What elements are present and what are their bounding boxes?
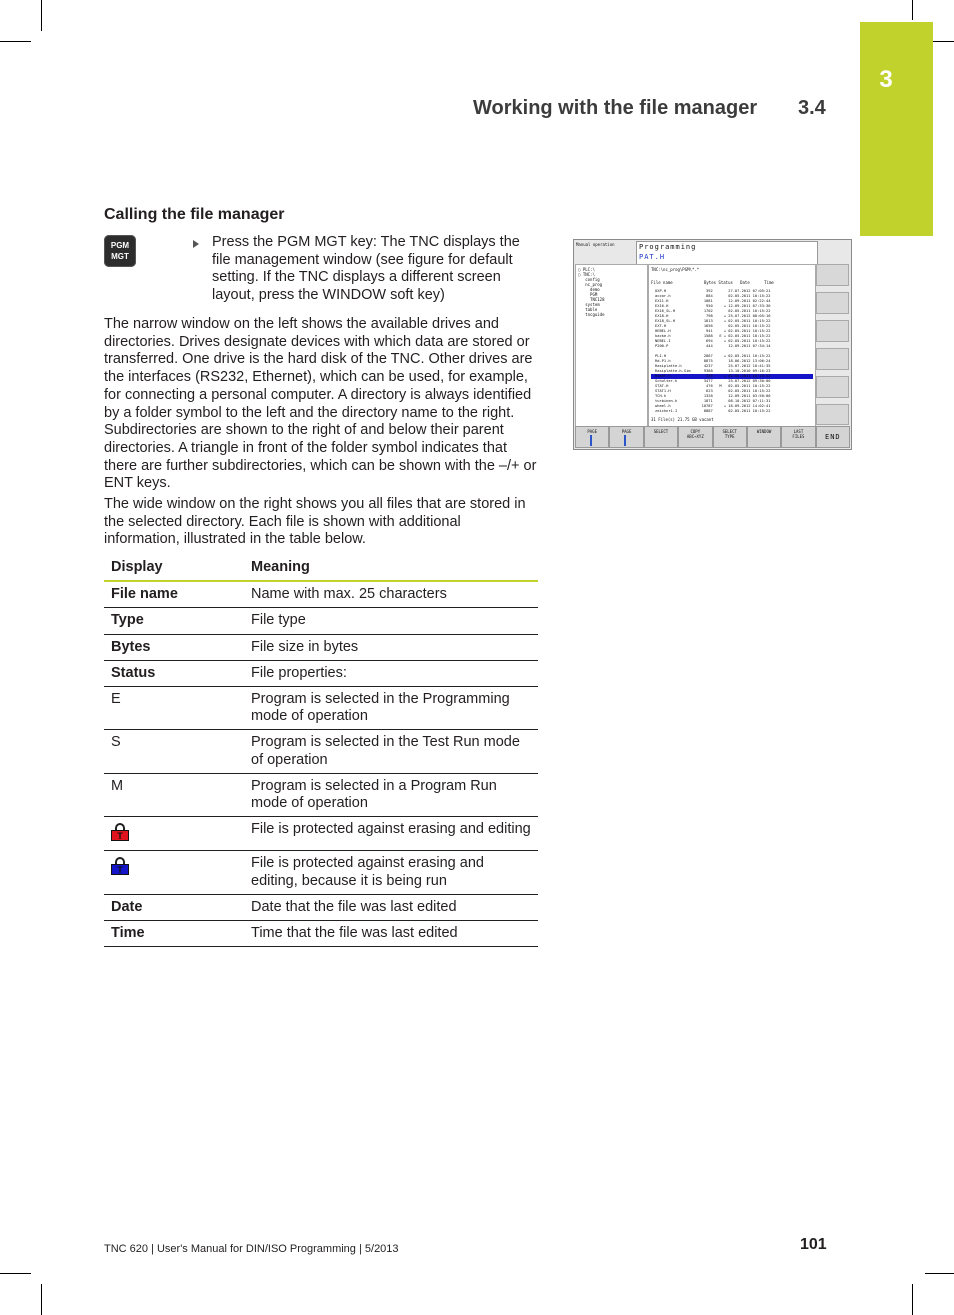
- screenshot-file-row: HEBEL.H 941 + 02-05-2011 10:15:22: [655, 329, 771, 333]
- screenshot-file-row: Rd-P1.h 8875 18-06-2012 13:06:24: [655, 359, 771, 363]
- screenshot-softkey-bar: [575, 426, 850, 448]
- table-row: [104, 921, 538, 947]
- screenshot-softkey: [644, 426, 678, 448]
- table-cell-display: Date: [104, 894, 244, 920]
- screenshot-softkey-label: ABC→XYZ: [686, 434, 704, 439]
- screenshot-tree-item: tncguide: [578, 312, 605, 317]
- table-cell-meaning: File type: [244, 608, 538, 634]
- screenshot-file-row: OXP.H 392 27-07-2012 07:05:21: [655, 289, 771, 293]
- screenshot-softkey-label: SELECT: [653, 429, 669, 434]
- table-cell-meaning: Name with max. 25 characters: [244, 581, 538, 608]
- screenshot-file-row: Rasiplatte.h 4237 25-07-2012 10:41:35: [655, 364, 771, 368]
- screenshot-path: TNC:\nc_prog\PGM\*.*: [651, 267, 700, 272]
- screenshot-vertical-softkey: [816, 292, 849, 314]
- screenshot-softkey: [678, 426, 712, 448]
- crop-mark: [0, 1273, 31, 1274]
- table-cell-meaning: File size in bytes: [244, 634, 538, 660]
- screenshot-softkey: [781, 426, 815, 448]
- screenshot-file-row: STAT.H 476 M 02-05-2011 10:15:22: [655, 384, 771, 388]
- screenshot-softkey-label: FILES: [792, 434, 805, 439]
- table-cell-display: [104, 851, 244, 894]
- section-heading: Calling the file manager: [104, 206, 285, 223]
- blue-lock-icon: [111, 857, 129, 875]
- screenshot-file-row: PAT.H 258 + 12-09-2011 08:02:21: [655, 349, 771, 353]
- screenshot-softkey: [816, 426, 850, 448]
- screenshot-softkey-label: SELECT: [722, 429, 737, 434]
- screenshot-vertical-softkey: [816, 348, 849, 370]
- table-row: [104, 660, 538, 686]
- screenshot-file-row: wheel.h 10787 + 18-09-2012 14:02:41: [655, 404, 771, 408]
- running-header-number: 3.4: [798, 97, 826, 119]
- screenshot-softkey: [609, 426, 643, 448]
- table-cell-display: M: [104, 773, 244, 816]
- paragraph-files: The wide window on the right shows you all files that are stored in the selected directory. Each file is shown with additional information, illustrated in the table below.: [104, 496, 526, 548]
- screenshot-tree-item: PGM: [578, 292, 598, 297]
- crop-mark: [912, 0, 913, 20]
- table-row: [104, 773, 538, 816]
- table-cell-display: Time: [104, 921, 244, 947]
- pgm-mgt-key-icon: [104, 235, 136, 267]
- screenshot-softkey: [747, 426, 781, 448]
- screenshot-tree-item: nc_prog: [578, 282, 603, 287]
- table-cell-display: E: [104, 687, 244, 730]
- table-cell-meaning: Time that the file was last edited: [244, 921, 538, 947]
- lock-letter: T: [111, 830, 129, 841]
- screenshot-file-row: NEBEL.I 694 + 02-05-2011 10:15:22: [655, 339, 771, 343]
- table-cell-display: [104, 817, 244, 851]
- screenshot-column-header: File name Bytes Status Date Time: [651, 280, 774, 285]
- key-label: PGM: [110, 241, 130, 250]
- table-header-display: Display: [104, 555, 244, 581]
- screenshot-file-row: EX16_SL.H 1702 02-05-2011 10:15:22: [655, 309, 771, 313]
- screenshot-softkey-label: LAST: [793, 429, 804, 434]
- screenshot-file-row: Raset.h 335 + 02-05-2011 10:15:22: [655, 374, 771, 378]
- screenshot-file-row: EX18_SL.H 1813 + 02-05-2011 10:15:22: [655, 319, 771, 323]
- page-down-arrow-icon: [624, 435, 626, 446]
- table-cell-display: S: [104, 730, 244, 773]
- screenshot-tree-item: config: [578, 277, 600, 282]
- lock-letter: T: [111, 864, 129, 875]
- page-number: 101: [800, 1236, 827, 1253]
- table-cell-meaning: File is protected against erasing and editing, because it is being run: [244, 851, 538, 894]
- screenshot-tree-item: demo: [578, 287, 600, 292]
- screenshot-softkey: [575, 426, 609, 448]
- table-row: [104, 817, 538, 851]
- screenshot-file-row: Schulter.h 3477 25-07-2012 09:30:00: [655, 379, 771, 383]
- crop-mark: [41, 0, 42, 31]
- screenshot-file-row: P200.P 444 12-09-2011 07:34:14: [655, 344, 771, 348]
- table-cell-meaning: File properties:: [244, 660, 538, 686]
- table-row: [104, 851, 538, 894]
- screenshot-vertical-softkey: [816, 320, 849, 342]
- footer-text: TNC 620 | User's Manual for DIN/ISO Programming | 5/2013: [104, 1243, 399, 1255]
- screenshot-softkey: [713, 426, 747, 448]
- table-cell-meaning: Program is selected in a Program Run mode of operation: [244, 773, 538, 816]
- key-label: MGT: [111, 252, 129, 261]
- screenshot-softkey-label: PAGE: [587, 429, 597, 434]
- table-header-row: [104, 555, 538, 581]
- screenshot-vertical-softkey: [816, 404, 849, 425]
- screenshot-tree-item: ▢ PLC:\: [578, 267, 595, 272]
- screenshot-file-row: PLI.H 2867 + 02-05-2011 10:15:22: [655, 354, 771, 358]
- screenshot-softkey-label: PAGE: [621, 429, 632, 434]
- screenshot-softkey-label: TYPE: [724, 434, 735, 439]
- screenshot-file-row: STAT1.H 623 02-05-2011 10:15:22: [655, 389, 771, 393]
- screenshot-status-line: 31 File(s) 21.75 GB vacant: [651, 417, 714, 422]
- table-row: [104, 730, 538, 773]
- screenshot-file-row: EX18.H 798 + 25-07-2012 08:05:10: [655, 314, 771, 318]
- screenshot-file-row: Rasiplatte.h.Sim 9388 13-10-2010 09:16:23: [655, 369, 771, 373]
- screenshot-file-row: kacke.h 1588 E + 02-05-2011 10:15:22: [655, 334, 771, 338]
- crop-mark: [41, 1284, 42, 1315]
- table-cell-meaning: Program is selected in the Programming mode of operation: [244, 687, 538, 730]
- table-cell-display: File name: [104, 581, 244, 608]
- table-header-meaning: Meaning: [244, 555, 538, 581]
- chapter-tab: [860, 22, 933, 236]
- screenshot-mode-box: [636, 241, 818, 265]
- screenshot-mode-title: Programming: [639, 243, 697, 251]
- screenshot-directory-tree: [578, 267, 605, 317]
- screenshot-softkey-label: END: [824, 433, 841, 441]
- screenshot-vertical-softkey: [816, 376, 849, 398]
- screenshot-file-row: EXT.H 1656 02-05-2011 10:15:22: [655, 324, 771, 328]
- screenshot-file-row: TCH.h 1328 12-09-2011 03:50:00: [655, 394, 771, 398]
- screenshot-tree-item: system: [578, 302, 600, 307]
- table-cell-display: Type: [104, 608, 244, 634]
- screenshot-mode-small: Manual operation: [576, 242, 615, 247]
- screenshot-softkey-label: COPY: [690, 429, 701, 434]
- screenshot-file-title: PAT.H: [639, 253, 666, 261]
- crop-mark: [925, 1273, 954, 1274]
- file-manager-screenshot: [573, 239, 852, 450]
- table-cell-meaning: Program is selected in the Test Run mode of operation: [244, 730, 538, 773]
- table-row: [104, 581, 538, 608]
- page-up-arrow-icon: [590, 435, 592, 446]
- screenshot-file-row: EX11.H 1081 12-09-2011 02:22:44: [655, 299, 771, 303]
- table-cell-meaning: Date that the file was last edited: [244, 894, 538, 920]
- screenshot-vertical-softkey: [816, 264, 849, 286]
- chapter-number: 3: [879, 66, 893, 93]
- screenshot-file-pane: [648, 264, 816, 427]
- red-lock-icon: [111, 823, 129, 841]
- table-row: [104, 894, 538, 920]
- table-row: [104, 634, 538, 660]
- table-cell-display: Bytes: [104, 634, 244, 660]
- table-row: [104, 608, 538, 634]
- bullet-arrow-icon: [193, 240, 199, 248]
- screenshot-file-row: turbinen.h 1871 08-10-2012 07:11:31: [655, 399, 771, 403]
- paragraph-drives: The narrow window on the left shows the available drives and directories. Drives designate devices with which data are stored or transferred. One drive is the hard disk of the TNC. Other drives are the interfaces (RS232, Ethernet), which can be used, for example, for connecting a personal computer. A directory is always identified by a folder symbol to the left and the directory name to the right. Subdirectories are shown to the right of and below their parent directories. A triangle in front of the folder symbol indicates that there are further subdirectories, which can be shown with the –/+ or ENT keys.: [104, 316, 537, 492]
- crop-mark: [0, 41, 31, 42]
- instruction-text: Press the PGM MGT key: The TNC displays the file management window (see figure for default setting. If the TNC displays a different screen layout, press the WINDOW soft key): [212, 234, 520, 304]
- screenshot-file-list: [655, 289, 813, 414]
- crop-mark: [912, 1284, 913, 1315]
- screenshot-file-row: zeichnr1.I 8887 02-05-2011 10:15:22: [655, 409, 771, 413]
- screenshot-directory-pane: [575, 264, 648, 427]
- screenshot-file-row: EX16.H 950 + 12-09-2011 07:33:30: [655, 304, 771, 308]
- display-meaning-table: [104, 555, 538, 947]
- screenshot-tree-item: TNC128: [578, 297, 605, 302]
- running-header-title: Working with the file manager: [473, 97, 758, 119]
- screenshot-tree-item: table: [578, 307, 598, 312]
- table-cell-display: Status: [104, 660, 244, 686]
- table-cell-meaning: File is protected against erasing and editing: [244, 817, 538, 851]
- screenshot-tree-item: ▢ TNC:\: [578, 272, 595, 277]
- table-row: [104, 687, 538, 730]
- screenshot-file-row: accor.h 884 02-05-2011 10:15:22: [655, 294, 771, 298]
- screenshot-softkey-label: WINDOW: [756, 429, 772, 434]
